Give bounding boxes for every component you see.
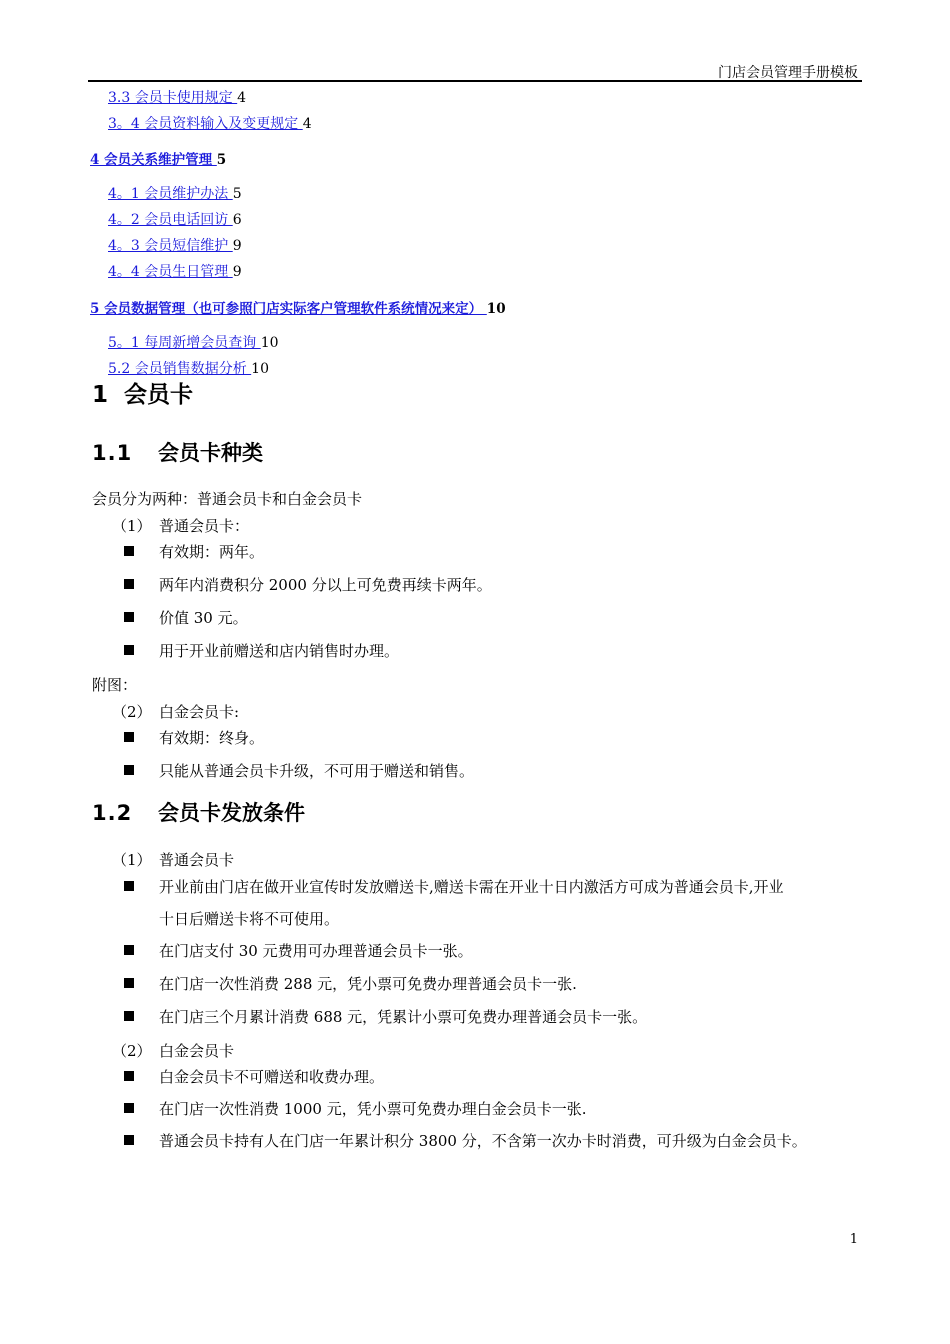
- toc-entry-title[interactable]: 4 会员关系维护管理: [90, 152, 217, 168]
- toc-entry[interactable]: [108, 261, 242, 281]
- section-title: 会员卡: [124, 382, 193, 408]
- section-number: 1.2: [92, 801, 133, 825]
- section-number: 1: [92, 382, 109, 408]
- sub-item-heading: [112, 849, 234, 870]
- section-heading-1-1: [92, 437, 263, 467]
- toc-entry[interactable]: [90, 148, 226, 168]
- sub-item-heading: [112, 1040, 234, 1061]
- square-bullet-icon: [124, 1011, 134, 1021]
- square-bullet-icon: [124, 732, 134, 742]
- section-title: 会员卡发放条件: [158, 801, 305, 825]
- section-number: 1.1: [92, 441, 133, 465]
- toc-entry-page: 10: [486, 301, 506, 317]
- toc-entry-title[interactable]: 5。1 每周新增会员查询: [108, 335, 261, 351]
- bullet-continuation: 十日后赠送卡将不可使用。: [159, 910, 340, 928]
- bullet-text: 开业前由门店在做开业宣传时发放赠送卡,赠送卡需在开业十日内激活方可成为普通会员卡,开业: [159, 878, 784, 896]
- toc-entry-page: 6: [232, 212, 242, 228]
- sub-item-heading: [112, 701, 239, 722]
- toc-entry-title[interactable]: 4。4 会员生日管理: [108, 264, 233, 280]
- bullet-text: 在门店支付 30 元费用可办理普通会员卡一张。: [159, 942, 473, 960]
- square-bullet-icon: [124, 765, 134, 775]
- bullet-text: 有效期：两年。: [159, 543, 265, 561]
- square-bullet-icon: [124, 546, 134, 556]
- toc-entry[interactable]: [108, 113, 312, 133]
- header-rule: [88, 80, 862, 82]
- toc-entry-page: 10: [260, 335, 279, 351]
- toc-entry-page: 5: [216, 152, 227, 168]
- sub-item-number: （2）: [112, 703, 152, 721]
- bullet-text: 两年内消费积分 2000 分以上可免费再续卡两年。: [159, 576, 492, 594]
- toc-entry[interactable]: [108, 235, 242, 255]
- toc-entry-page: 9: [232, 238, 242, 254]
- square-bullet-icon: [124, 1071, 134, 1081]
- section-title: 会员卡种类: [158, 441, 263, 465]
- square-bullet-icon: [124, 579, 134, 589]
- toc-entry-title[interactable]: 5.2 会员销售数据分析: [108, 361, 252, 377]
- toc-entry-title[interactable]: 4。1 会员维护办法: [108, 186, 233, 202]
- toc-entry-title[interactable]: 3.3 会员卡使用规定: [108, 90, 238, 106]
- square-bullet-icon: [124, 881, 134, 891]
- toc-entry[interactable]: [108, 209, 242, 229]
- sub-item-label: 白金会员卡:: [159, 703, 240, 721]
- bullet-text: 在门店三个月累计消费 688 元，凭累计小票可免费办理普通会员卡一张。: [159, 1008, 648, 1026]
- bullet-text: 普通会员卡持有人在门店一年累计积分 3800 分，不含第一次办卡时消费，可升级为白金会员卡。: [159, 1132, 807, 1150]
- bullet-text: 用于开业前赠送和店内销售时办理。: [159, 642, 400, 660]
- toc-entry[interactable]: [108, 332, 279, 352]
- sub-item-label: 普通会员卡：: [159, 517, 250, 535]
- bullet-text: 只能从普通会员卡升级，不可用于赠送和销售。: [159, 762, 475, 780]
- toc-entry-page: 4: [302, 116, 312, 132]
- toc-entry-page: 5: [232, 186, 242, 202]
- toc-entry[interactable]: [108, 87, 246, 107]
- attachment-label: 附图：: [92, 676, 138, 694]
- square-bullet-icon: [124, 1103, 134, 1113]
- toc-entry-page: 10: [251, 361, 269, 377]
- square-bullet-icon: [124, 1135, 134, 1145]
- square-bullet-icon: [124, 978, 134, 988]
- sub-item-label: 普通会员卡: [159, 851, 235, 869]
- bullet-text: 价值 30 元。: [159, 609, 248, 627]
- section-heading-1-2: [92, 797, 305, 827]
- sub-item-number: （1）: [112, 517, 152, 535]
- bullet-text: 在门店一次性消费 1000 元，凭小票可免费办理白金会员卡一张.: [159, 1100, 587, 1118]
- bullet-text: 白金会员卡不可赠送和收费办理。: [159, 1068, 385, 1086]
- square-bullet-icon: [124, 945, 134, 955]
- intro-paragraph: 会员分为两种：普通会员卡和白金会员卡: [92, 490, 363, 508]
- toc-entry[interactable]: [90, 297, 506, 317]
- bullet-text: 有效期：终身。: [159, 729, 265, 747]
- toc-entry-page: 4: [237, 90, 247, 106]
- toc-entry-title[interactable]: 5 会员数据管理（也可参照门店实际客户管理软件系统情况来定）: [90, 301, 487, 317]
- toc-entry-page: 9: [232, 264, 242, 280]
- toc-entry[interactable]: [108, 183, 242, 203]
- square-bullet-icon: [124, 645, 134, 655]
- toc-entry-title[interactable]: 4。2 会员电话回访: [108, 212, 233, 228]
- page-number: 1: [849, 1232, 858, 1247]
- toc-entry[interactable]: [108, 358, 269, 378]
- square-bullet-icon: [124, 612, 134, 622]
- sub-item-label: 白金会员卡: [159, 1042, 235, 1060]
- sub-item-number: （1）: [112, 851, 152, 869]
- bullet-text: 在门店一次性消费 288 元，凭小票可免费办理普通会员卡一张.: [159, 975, 577, 993]
- sub-item-heading: [112, 515, 249, 536]
- toc-entry-title[interactable]: 4。3 会员短信维护: [108, 238, 233, 254]
- sub-item-number: （2）: [112, 1042, 152, 1060]
- section-heading-1: [92, 376, 193, 409]
- page-header-title: 门店会员管理手册模板: [718, 65, 858, 81]
- toc-entry-title[interactable]: 3。4 会员资料输入及变更规定: [108, 116, 303, 132]
